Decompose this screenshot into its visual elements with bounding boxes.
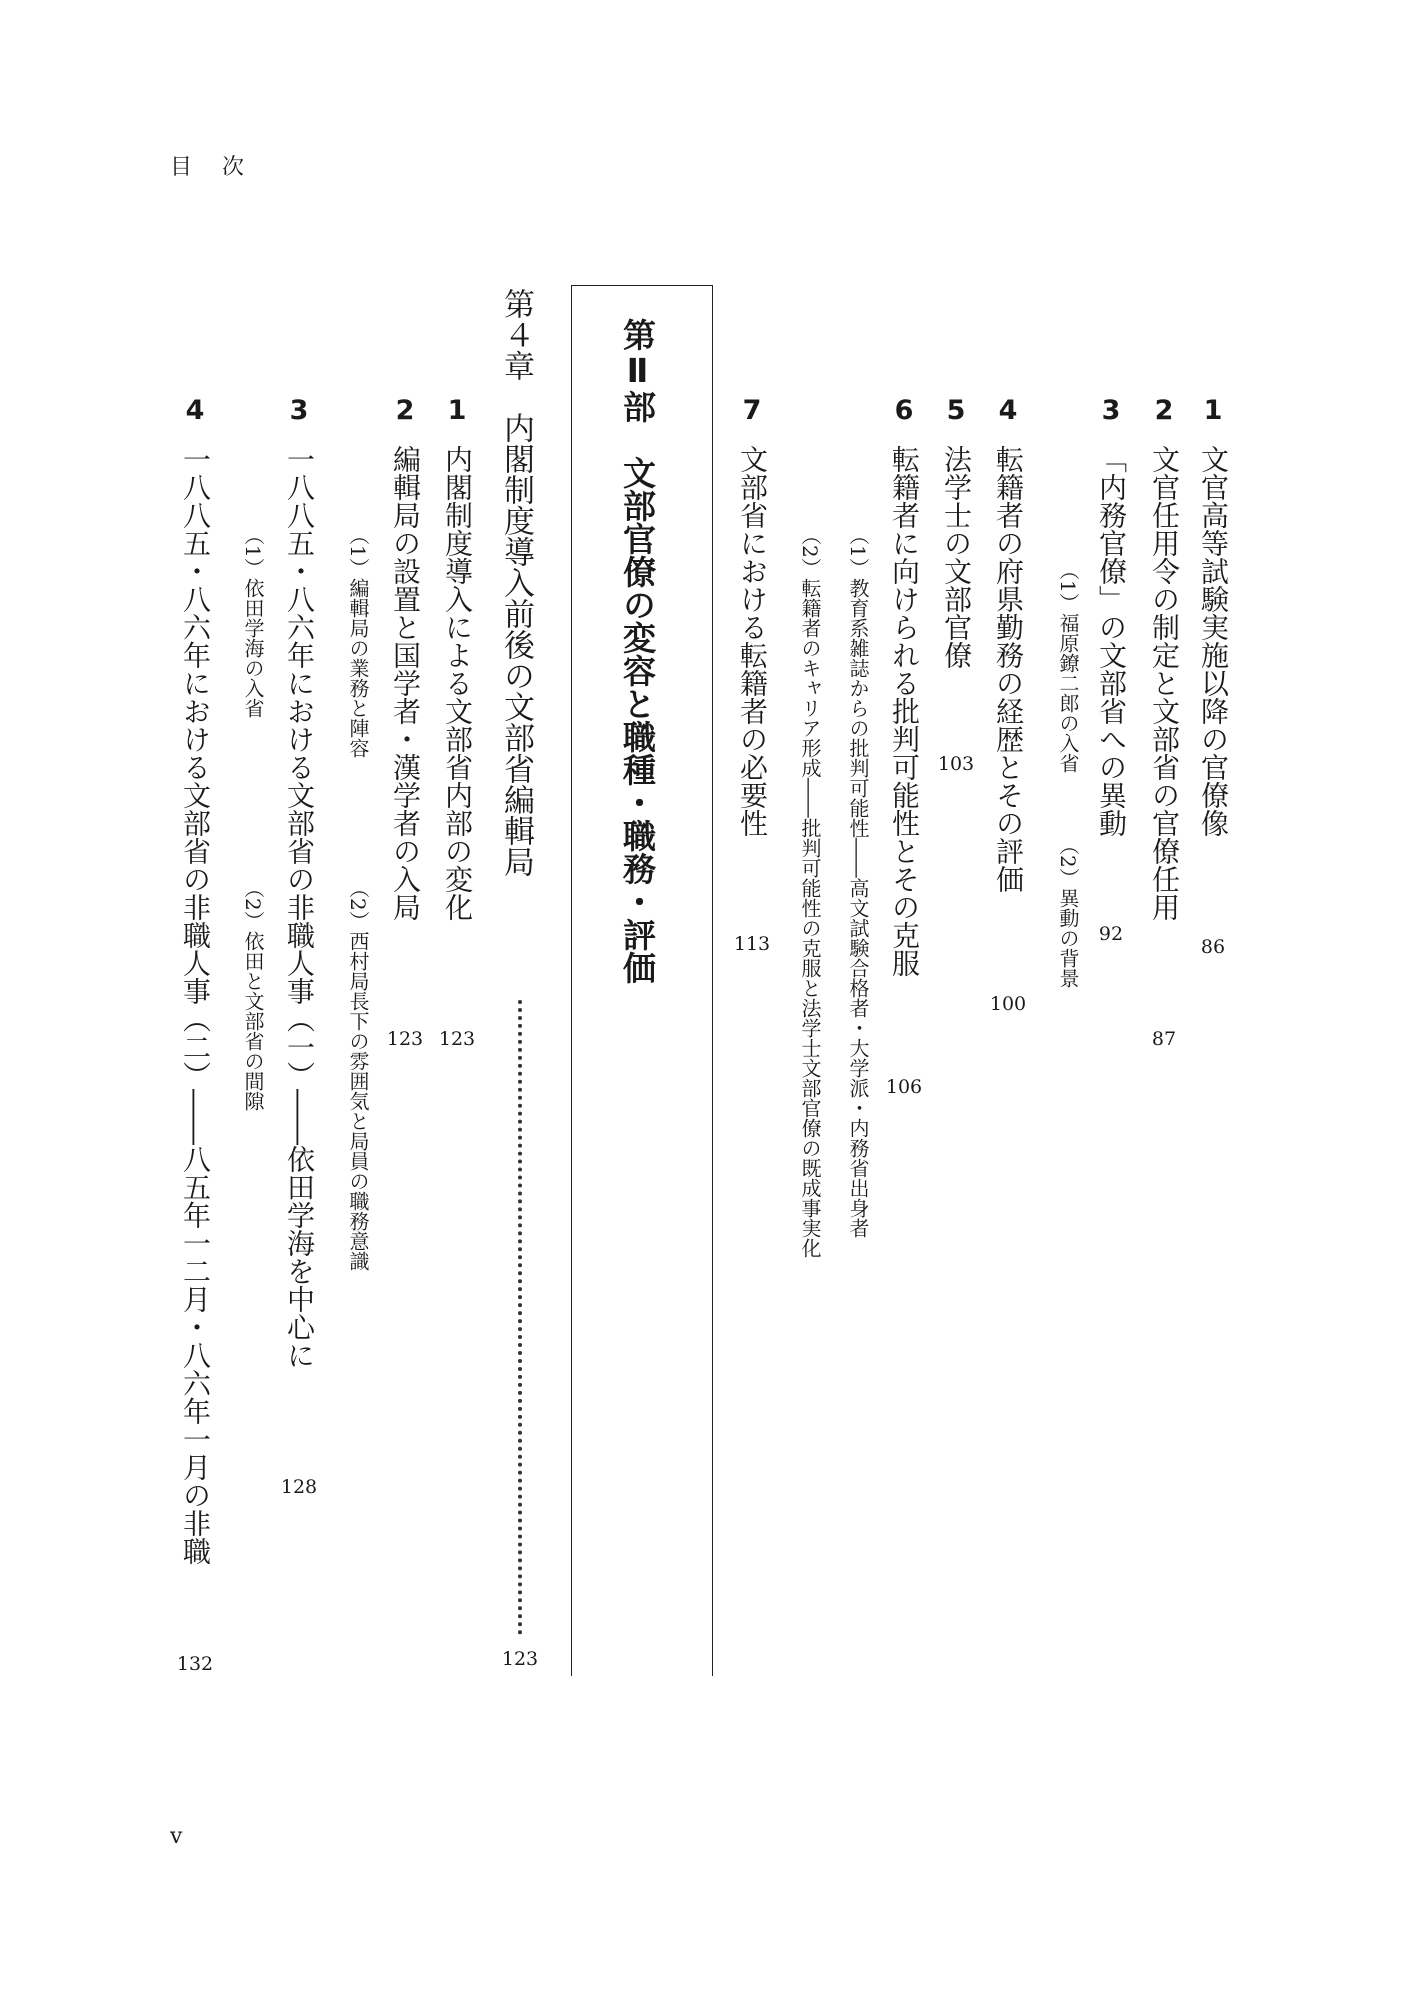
toc-subsection: （2）異動の背景 — [1056, 835, 1080, 988]
running-header: 目次 — [170, 155, 275, 180]
toc-entry-title: 編輯局の設置と国学者・漢学者の入局 — [389, 445, 422, 921]
toc-subsection: （1）福原鐐二郎の入省 — [1056, 560, 1080, 773]
toc-entry-title: 法学士の文部官僚 — [940, 445, 973, 669]
section-number: 1 — [447, 395, 467, 426]
toc-entry-title: 一八八五・八六年における文部省の非職人事（一）――依田学海を中心に — [283, 445, 316, 1369]
page-number: 92 — [1098, 923, 1124, 945]
page-number: 100 — [989, 993, 1027, 1015]
page-number: 123 — [438, 1028, 476, 1050]
chapter-title: 第４章 内閣制度導入前後の文部省編輯局 — [498, 288, 534, 877]
toc-subsection: （1）編輯局の業務と陣容 — [346, 525, 370, 758]
section-number: 3 — [1101, 395, 1121, 426]
page-number: 113 — [733, 933, 771, 955]
page-number: 86 — [1200, 936, 1226, 958]
section-number: 3 — [289, 395, 309, 426]
page-number: 106 — [885, 1076, 923, 1098]
toc-entry-title: 転籍者の府県勤務の経歴とその評価 — [992, 445, 1025, 893]
toc-subsection: （2）転籍者のキャリア形成――批判可能性の克服と法学士文部官僚の既成事実化 — [798, 525, 822, 1258]
part-title: 第Ⅱ部 文部官僚の変容と職種・職務・評価 — [618, 318, 657, 984]
toc-entry-title: 一八八五・八六年における文部省の非職人事（二）――八五年一二月・八六年一月の非職 — [179, 445, 212, 1565]
section-number: 2 — [395, 395, 415, 426]
toc-subsection: （1）依田学海の入省 — [241, 525, 265, 718]
page-number: 103 — [937, 753, 975, 775]
page-number: 87 — [1151, 1028, 1177, 1050]
section-number: 6 — [894, 395, 914, 426]
toc-entry-title: 文官任用令の制定と文部省の官僚任用 — [1148, 445, 1181, 921]
page-number: 128 — [280, 1476, 318, 1498]
page-number: 132 — [176, 1653, 214, 1675]
toc-subsection: （1）教育系雑誌からの批判可能性――高文試験合格者・大学派・内務省出身者 — [846, 525, 870, 1238]
toc-subsection: （2）依田と文部省の間隙 — [241, 878, 265, 1111]
page-folio: v — [170, 1824, 183, 1849]
section-number: 2 — [1154, 395, 1174, 426]
toc-entry-title: 「内務官僚」の文部省への異動 — [1095, 445, 1128, 837]
page-number: 123 — [386, 1028, 424, 1050]
leader-dots — [518, 1000, 522, 1635]
toc-entry-title: 文官高等試験実施以降の官僚像 — [1197, 445, 1230, 837]
toc-entry-title: 転籍者に向けられる批判可能性とその克服 — [888, 445, 921, 977]
section-number: 5 — [946, 395, 966, 426]
toc-entry-title: 文部省における転籍者の必要性 — [736, 445, 769, 837]
toc-subsection: （2）西村局長下の雰囲気と局員の職務意識 — [346, 878, 370, 1271]
section-number: 4 — [185, 395, 205, 426]
section-number: 7 — [742, 395, 762, 426]
page-number: 123 — [501, 1648, 539, 1670]
section-number: 4 — [998, 395, 1018, 426]
section-number: 1 — [1203, 395, 1223, 426]
toc-entry-title: 内閣制度導入による文部省内部の変化 — [441, 445, 474, 921]
